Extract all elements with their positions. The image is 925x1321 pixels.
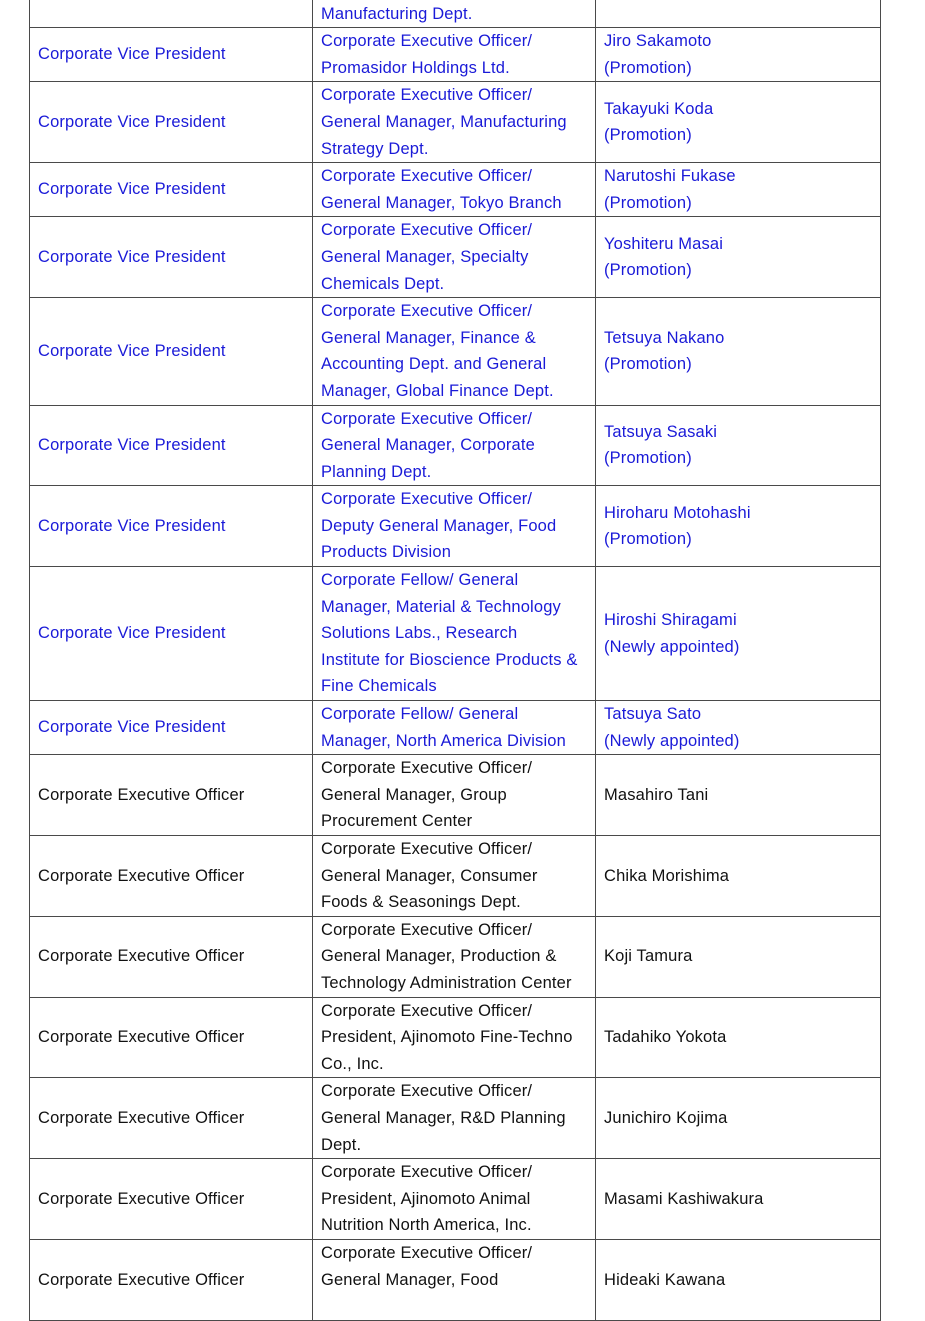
previous-position-cell [313, 28, 596, 82]
previous-position-line: General Manager, Tokyo Branch [321, 193, 562, 212]
table-row [30, 0, 881, 28]
previous-position-cell [313, 405, 596, 486]
person-name-line: Yoshiteru Masai [604, 234, 724, 253]
previous-position-line: Corporate Executive Officer/ [321, 1001, 533, 1020]
new-position-line: Corporate Vice President [38, 624, 226, 643]
new-position-cell [30, 28, 313, 82]
previous-position-line: General Manager, Manufacturing [321, 112, 567, 131]
person-name-line: Jiro Sakamoto [604, 32, 712, 51]
previous-position-cell [313, 82, 596, 163]
new-position-cell [30, 755, 313, 836]
previous-position-line: Manager, North America Division [321, 731, 566, 750]
person-name-line: Tatsuya Sato [604, 705, 702, 724]
person-name-cell [596, 163, 881, 217]
previous-position-line [321, 1293, 587, 1320]
new-position-cell [30, 82, 313, 163]
previous-position-line: Promasidor Holdings Ltd. [321, 58, 510, 77]
previous-position-line: Institute for Bioscience Products & [321, 650, 578, 669]
person-name-cell [596, 567, 881, 701]
previous-position-line: Fine Chemicals [321, 677, 437, 696]
table-row [30, 28, 881, 82]
previous-position-cell [313, 701, 596, 755]
previous-position-line: General Manager, Corporate [321, 436, 535, 455]
previous-position-line: Corporate Fellow/ General [321, 571, 519, 590]
table-row [30, 486, 881, 567]
previous-position-line: Corporate Executive Officer/ [321, 32, 533, 51]
previous-position-line: Strategy Dept. [321, 139, 429, 158]
previous-position-line: General Manager, Production & [321, 947, 557, 966]
previous-position-cell [313, 755, 596, 836]
previous-position-line: Foods & Seasonings Dept. [321, 893, 521, 912]
previous-position-line: Manufacturing Dept. [321, 4, 473, 23]
person-name-line: Masahiro Tani [604, 785, 709, 804]
new-position-line: Corporate Vice President [38, 247, 226, 266]
person-name-line: Tadahiko Yokota [604, 1028, 727, 1047]
new-position-line: Corporate Vice President [38, 180, 226, 199]
person-name-cell [596, 217, 881, 298]
person-name-line: (Promotion) [604, 530, 692, 549]
previous-position-line: Deputy General Manager, Food [321, 516, 557, 535]
previous-position-line: Manager, Material & Technology [321, 597, 561, 616]
person-name-cell [596, 755, 881, 836]
previous-position-cell [313, 1239, 596, 1320]
new-position-line: Corporate Executive Officer [38, 1189, 245, 1208]
new-position-line: Corporate Executive Officer [38, 947, 245, 966]
person-name-line: Hideaki Kawana [604, 1270, 726, 1289]
person-name-cell [596, 0, 881, 28]
new-position-cell [30, 1078, 313, 1159]
table-row [30, 916, 881, 997]
person-name-cell [596, 916, 881, 997]
new-position-cell [30, 217, 313, 298]
person-name-cell [596, 997, 881, 1078]
previous-position-line: Corporate Executive Officer/ [321, 221, 533, 240]
new-position-cell [30, 836, 313, 917]
new-position-cell [30, 163, 313, 217]
person-name-cell [596, 1159, 881, 1240]
new-position-cell [30, 405, 313, 486]
table-row [30, 298, 881, 405]
person-name-line: Tetsuya Nakano [604, 328, 725, 347]
new-position-line: Corporate Vice President [38, 516, 226, 535]
previous-position-line: Products Division [321, 543, 452, 562]
previous-position-line: General Manager, Food [321, 1270, 499, 1289]
previous-position-line: Corporate Executive Officer/ [321, 490, 533, 509]
previous-position-line: President, Ajinomoto Animal [321, 1189, 531, 1208]
previous-position-line: President, Ajinomoto Fine-Techno [321, 1028, 573, 1047]
person-name-cell [596, 82, 881, 163]
previous-position-line: Technology Administration Center [321, 973, 572, 992]
new-position-cell [30, 997, 313, 1078]
previous-position-line: Corporate Executive Officer/ [321, 759, 533, 778]
person-name-line: (Promotion) [604, 193, 692, 212]
person-name-line: Chika Morishima [604, 866, 730, 885]
table-row [30, 405, 881, 486]
table-row [30, 217, 881, 298]
person-name-line: (Promotion) [604, 261, 692, 280]
previous-position-line: Corporate Executive Officer/ [321, 86, 533, 105]
previous-position-line: Accounting Dept. and General [321, 355, 547, 374]
table-row [30, 163, 881, 217]
person-name-line: Junichiro Kojima [604, 1108, 728, 1127]
table-row [30, 755, 881, 836]
person-name-line: Takayuki Koda [604, 99, 714, 118]
previous-position-cell [313, 1159, 596, 1240]
person-name-line: Narutoshi Fukase [604, 167, 736, 186]
previous-position-line: Solutions Labs., Research [321, 624, 518, 643]
previous-position-line: Corporate Executive Officer/ [321, 840, 533, 858]
table-row [30, 836, 881, 917]
new-position-line: Corporate Vice President [38, 45, 226, 64]
previous-position-line: Corporate Executive Officer/ [321, 302, 533, 321]
person-name-cell [596, 836, 881, 917]
previous-position-line: General Manager, Consumer [321, 866, 538, 885]
previous-position-line: Procurement Center [321, 812, 473, 831]
new-position-line: Corporate Executive Officer [38, 866, 245, 885]
table-row [30, 567, 881, 701]
previous-position-cell [313, 836, 596, 917]
table-row [30, 1239, 881, 1320]
person-name-line: (Promotion) [604, 355, 692, 374]
new-position-cell [30, 1159, 313, 1240]
table-row [30, 997, 881, 1078]
person-name-line: (Promotion) [604, 58, 692, 77]
person-name-line: (Promotion) [604, 126, 692, 145]
previous-position-cell [313, 567, 596, 701]
previous-position-line: General Manager, Specialty [321, 247, 529, 266]
table-row [30, 82, 881, 163]
person-name-cell [596, 405, 881, 486]
previous-position-line: Corporate Executive Officer/ [321, 409, 533, 428]
person-name-line: Hiroshi Shiragami [604, 610, 737, 629]
executive-roster-table [29, 0, 881, 1321]
roster-body [30, 0, 881, 1320]
person-name-line: (Promotion) [604, 449, 692, 468]
table-row [30, 1078, 881, 1159]
previous-position-line: Corporate Executive Officer/ [321, 920, 533, 939]
person-name-line: Tatsuya Sasaki [604, 422, 718, 441]
previous-position-line: Planning Dept. [321, 462, 432, 481]
previous-position-line: Corporate Executive Officer/ [321, 167, 533, 186]
new-position-line: Corporate Vice President [38, 112, 226, 131]
person-name-line: Hiroharu Motohashi [604, 503, 751, 522]
person-name-cell [596, 486, 881, 567]
table-row [30, 701, 881, 755]
person-name-cell [596, 28, 881, 82]
new-position-line: Corporate Executive Officer [38, 1028, 245, 1047]
previous-position-line: Manager, Global Finance Dept. [321, 381, 554, 400]
previous-position-line: General Manager, Group [321, 785, 507, 804]
previous-position-line: General Manager, Finance & [321, 328, 536, 347]
previous-position-line: Dept. [321, 1135, 362, 1154]
person-name-line: (Newly appointed) [604, 637, 740, 656]
person-name-cell [596, 298, 881, 405]
new-position-line: Corporate Vice President [38, 342, 226, 361]
previous-position-line: Corporate Executive Officer/ [321, 1163, 533, 1182]
new-position-cell [30, 298, 313, 405]
new-position-line: Corporate Vice President [38, 436, 226, 455]
previous-position-cell [313, 997, 596, 1078]
previous-position-line: Corporate Executive Officer/ [321, 1243, 533, 1262]
previous-position-line: General Manager, R&D Planning [321, 1108, 566, 1127]
new-position-line [38, 0, 304, 14]
previous-position-line: Nutrition North America, Inc. [321, 1216, 532, 1235]
table-row [30, 1159, 881, 1240]
previous-position-cell [313, 0, 596, 28]
new-position-line: Corporate Executive Officer [38, 1108, 245, 1127]
previous-position-cell [313, 217, 596, 298]
new-position-line: Corporate Vice President [38, 718, 226, 737]
person-name-cell [596, 701, 881, 755]
person-name-line: (Newly appointed) [604, 731, 740, 750]
previous-position-cell [313, 486, 596, 567]
previous-position-cell [313, 916, 596, 997]
previous-position-line: Co., Inc. [321, 1054, 384, 1073]
previous-position-line: Corporate Fellow/ General [321, 705, 519, 724]
new-position-cell [30, 567, 313, 701]
new-position-line: Corporate Executive Officer [38, 1270, 245, 1289]
new-position-line: Corporate Executive Officer [38, 785, 245, 804]
person-name-line: Koji Tamura [604, 947, 693, 966]
previous-position-line: Chemicals Dept. [321, 274, 445, 293]
person-name-cell [596, 1078, 881, 1159]
person-name-line: Masami Kashiwakura [604, 1189, 764, 1208]
previous-position-line: Corporate Executive Officer/ [321, 1082, 533, 1101]
person-name-line [604, 0, 872, 14]
new-position-cell [30, 0, 313, 28]
person-name-cell [596, 1239, 881, 1320]
new-position-cell [30, 486, 313, 567]
new-position-cell [30, 916, 313, 997]
previous-position-cell [313, 1078, 596, 1159]
new-position-cell [30, 701, 313, 755]
new-position-cell [30, 1239, 313, 1320]
previous-position-cell [313, 163, 596, 217]
previous-position-cell [313, 298, 596, 405]
